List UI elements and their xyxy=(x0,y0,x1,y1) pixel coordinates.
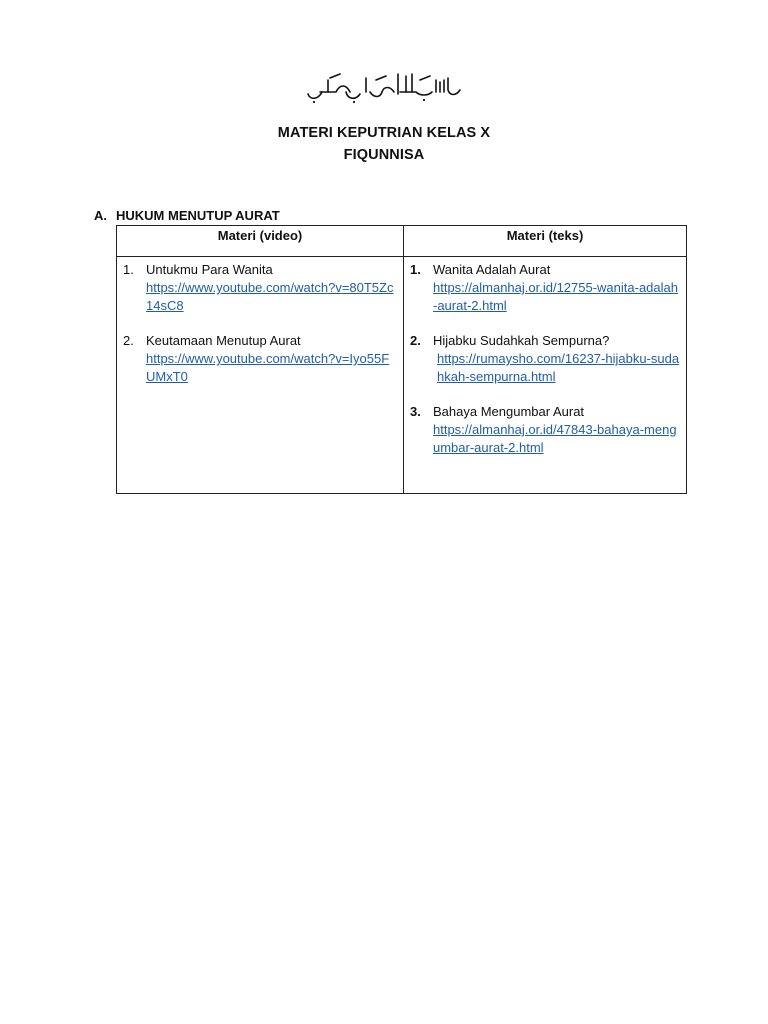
item-title: Bahaya Mengumbar Aurat xyxy=(433,404,585,419)
text-item-3 xyxy=(410,403,680,457)
video-cell xyxy=(117,257,404,494)
item-number: 1. xyxy=(123,262,134,277)
video-link-1[interactable]: https://www.youtube.com/watch?v=80T5Zc14sC8 xyxy=(146,280,394,313)
materi-table xyxy=(116,225,687,494)
basmalah-calligraphy xyxy=(300,70,468,106)
section-letter: A. xyxy=(94,208,107,223)
text-link-1[interactable]: https://almanhaj.or.id/12755-wanita-adalah-aurat-2.html xyxy=(433,280,678,313)
column-header-text: Materi (teks) xyxy=(404,226,687,257)
video-link-2[interactable]: https://www.youtube.com/watch?v=Iyo55FUMxT0 xyxy=(146,351,390,384)
document-title: MATERI KEPUTRIAN KELAS X xyxy=(277,125,491,141)
item-number: 2. xyxy=(123,333,134,348)
item-number: 2. xyxy=(410,333,421,348)
item-number: 1. xyxy=(410,262,421,277)
document-subtitle: FIQUNNISA xyxy=(343,147,425,163)
text-link-2[interactable]: https://rumaysho.com/16237-hijabku-sudahkah-sempurna.html xyxy=(437,351,680,384)
text-item-2 xyxy=(410,332,680,386)
item-title: Keutamaan Menutup Aurat xyxy=(146,333,301,348)
text-item-1 xyxy=(410,261,680,315)
item-number: 3. xyxy=(410,404,421,419)
video-item-1 xyxy=(123,261,397,315)
video-item-2 xyxy=(123,332,397,386)
section-a-heading xyxy=(94,208,280,223)
item-title: Wanita Adalah Aurat xyxy=(433,262,551,277)
text-cell xyxy=(404,257,687,494)
column-header-video: Materi (video) xyxy=(117,226,404,257)
section-title: HUKUM MENUTUP AURAT xyxy=(116,208,280,223)
item-title: Hijabku Sudahkah Sempurna? xyxy=(433,333,610,348)
item-title: Untukmu Para Wanita xyxy=(146,262,273,277)
text-link-3[interactable]: https://almanhaj.or.id/47843-bahaya-mengumbar-aurat-2.html xyxy=(433,422,677,455)
